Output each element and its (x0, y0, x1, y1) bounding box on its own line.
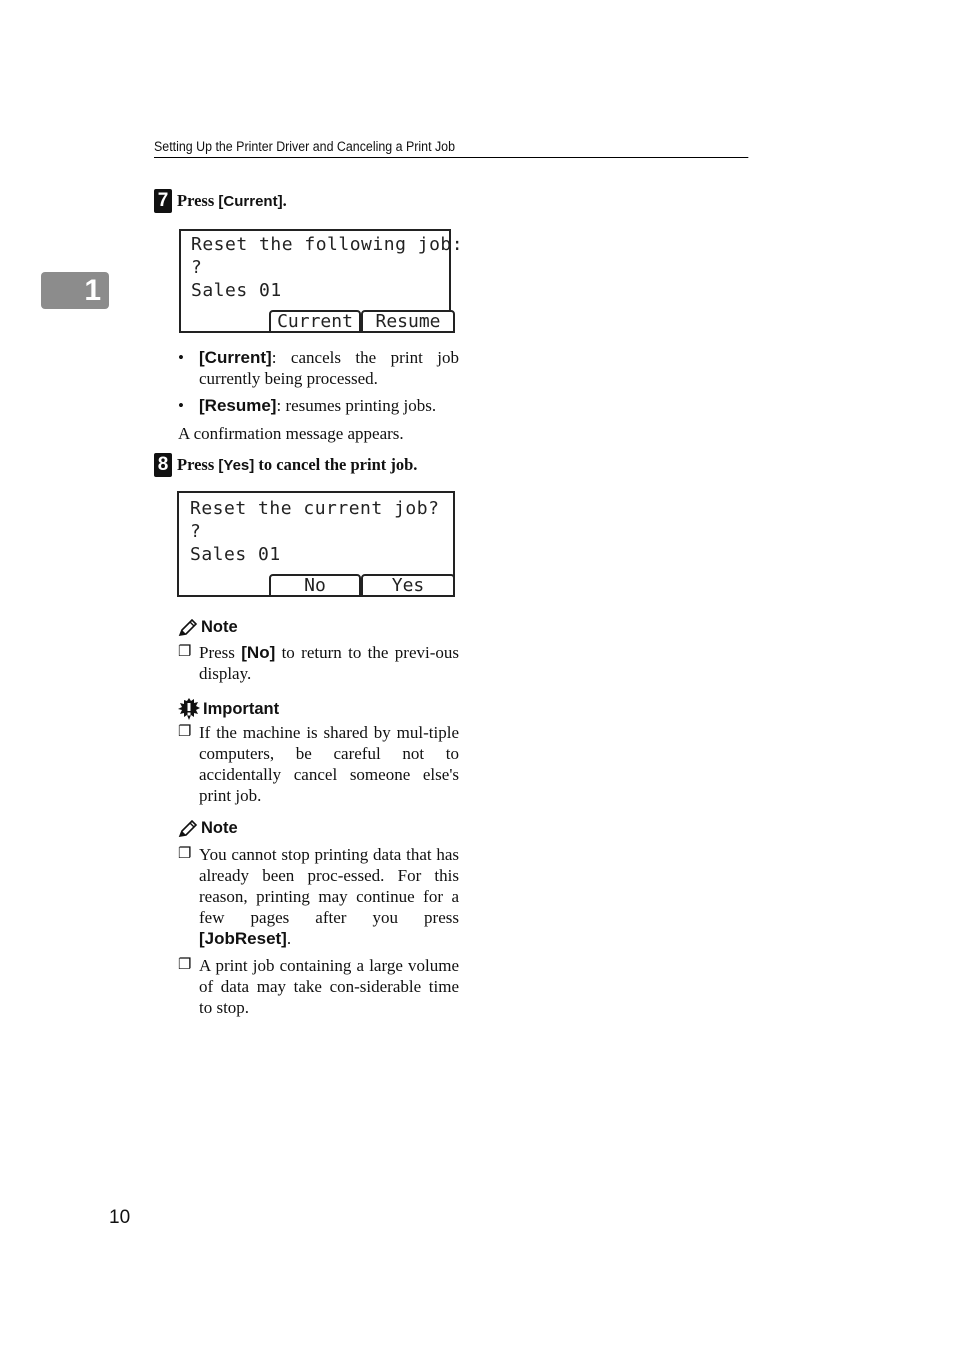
key-label: [Current] (199, 348, 272, 367)
note-text: . (286, 929, 292, 948)
bullet-resume (178, 395, 459, 416)
key-label: [Resume] (199, 396, 277, 415)
step-text-pre: Press (177, 455, 219, 474)
step-8 (154, 453, 417, 477)
lcd-line-3: Sales 01 (190, 544, 281, 565)
bullet-text: : cancels the print job currently being processed. (199, 348, 459, 388)
bullet-dot: • (178, 348, 184, 367)
note-heading-label: Note (201, 618, 238, 636)
checkbox-icon: ❐ (178, 644, 192, 660)
softkey-yes: Yes (361, 574, 455, 597)
chapter-tab: 1 (41, 272, 109, 309)
key-label: [JobReset] (199, 929, 287, 948)
note-text: A print job containing a large volume of data may take con-siderable time to stop. (199, 956, 459, 1017)
step-text-post: to cancel the print job. (254, 455, 418, 474)
step-text-post: . (282, 191, 287, 210)
note-item (178, 642, 459, 684)
lcd-display-reset-following (179, 229, 464, 334)
step-7 (154, 189, 287, 213)
lcd-line-1: Reset the following job: (191, 234, 464, 255)
important-item (178, 722, 459, 806)
key-label: [Yes] (218, 457, 255, 474)
lcd-line-2: ? (191, 257, 203, 278)
note-text: Press (199, 643, 242, 662)
pencil-icon (178, 619, 198, 637)
exclamation-badge-icon (178, 698, 200, 720)
important-heading-label: Important (203, 699, 280, 718)
important-text: If the machine is shared by mul-tiple computers, be careful not to accidentally cancel someone else's print job. (199, 723, 459, 805)
pencil-icon (178, 820, 198, 838)
bullet-dot: • (178, 396, 184, 415)
softkey-current: Current (269, 310, 361, 333)
step-text-pre: Press (177, 191, 219, 210)
note-text: to return to the previ-ous display. (199, 643, 459, 683)
checkbox-icon: ❐ (178, 957, 192, 973)
lcd-line-1: Reset the current job? (190, 498, 440, 519)
note-text: You cannot stop printing data that has already been proc-essed. For this reason, printing may continue for a few pages after you press (199, 845, 459, 927)
key-label: [Current] (218, 193, 283, 210)
step-instruction (177, 455, 417, 475)
lcd-display-reset-current (177, 491, 455, 597)
note-heading (178, 618, 238, 637)
page-number: 10 (109, 1207, 131, 1228)
checkbox-icon: ❐ (178, 846, 192, 862)
lcd-line-3: Sales 01 (191, 280, 282, 301)
note-item (178, 955, 459, 1018)
lcd-line-2: ? (190, 521, 202, 542)
bullet-current (178, 347, 459, 389)
softkey-resume: Resume (361, 310, 455, 333)
key-label: [No] (241, 643, 276, 662)
step-number: 8 (154, 453, 172, 477)
note-item (178, 844, 459, 949)
running-head: Setting Up the Printer Driver and Canceling a Print Job (154, 139, 748, 158)
step-number: 7 (154, 189, 172, 213)
softkey-no: No (269, 574, 361, 597)
note-heading (178, 819, 238, 838)
step-instruction (177, 191, 287, 211)
confirmation-text: A confirmation message appears. (178, 424, 404, 443)
checkbox-icon: ❐ (178, 724, 192, 740)
note-heading-label: Note (201, 819, 238, 837)
bullet-text: : resumes printing jobs. (276, 396, 437, 415)
important-heading (178, 698, 279, 720)
